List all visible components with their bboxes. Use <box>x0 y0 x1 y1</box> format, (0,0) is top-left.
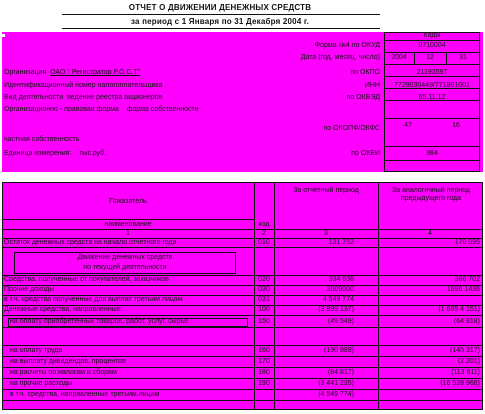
col-num-4: 4 <box>428 230 432 237</box>
table-row-current: (84 817) <box>327 369 354 376</box>
table-row-name: Остаток денежных средств на начало отчетного года <box>4 239 177 246</box>
okud-label: Форма №4 по ОКУД <box>314 42 380 49</box>
col-current: За отчетный период <box>293 187 359 194</box>
table-row-previous: (145 317) <box>450 347 480 354</box>
report-title: ОТЧЕТ О ДВИЖЕНИИ ДЕНЕЖНЫХ СРЕДСТВ <box>128 3 312 12</box>
unit-label: Единица измерения: тыс.руб. <box>4 150 107 157</box>
date-year: 2004 <box>391 54 407 61</box>
table-row-name: в т.ч. средства полученные для выплат третьим лицам <box>4 296 183 303</box>
col-code: код <box>258 221 270 228</box>
table-row-previous: 1696 1436 <box>446 286 480 293</box>
okei-label: по ОКЕИ <box>351 150 380 157</box>
table-row-name: на расчеты по налогам и сборам <box>10 369 117 376</box>
inn-value: 7729030449/771801001 <box>394 82 470 89</box>
table-row-previous: 386 702 <box>454 276 480 283</box>
date-day: 31 <box>459 54 467 61</box>
inn-label: Идентификационный номер налогоплательщика <box>4 82 163 89</box>
okved-label: по ОКВЭД <box>346 94 380 101</box>
table-row-name: на выплату дивидендов, процентов <box>10 358 126 365</box>
table-row-code: 190 <box>258 380 270 387</box>
okpo-value: 21193597 <box>416 69 448 76</box>
table-row-code: 010 <box>258 239 270 246</box>
okpo-label: по ОКПО <box>350 69 380 76</box>
table-row-current: (3 441 235) <box>318 380 354 387</box>
table-row-current: 334 638 <box>328 276 354 283</box>
report-period: за период с 1 Января по 31 Декабря 2004 г. <box>130 17 310 26</box>
table-row-name: на оплату труда <box>10 347 63 354</box>
table-row-current: 3009000 <box>326 286 354 293</box>
table-row-current: (4 549 774) <box>318 391 354 398</box>
table-row-name: на оплату приобретенных товаров, работ, услуг, сырья <box>10 318 188 325</box>
section-heading: Движение денежных средств <box>77 254 173 261</box>
activity-label: Вид деятельности ведение реестра акционеров <box>4 94 163 101</box>
table-row-previous: (1 685 4 151) <box>438 306 480 313</box>
table-row-name: в т.ч. средства, направленные третьим лицам <box>10 391 160 398</box>
okud-value: 0710004 <box>418 42 446 49</box>
col-num-1: 1 <box>126 230 130 237</box>
table-row-code: 160 <box>258 347 270 354</box>
table-row-current: (190 889) <box>324 347 354 354</box>
date-month: 12 <box>426 54 434 61</box>
table-row-previous: (16 528 968) <box>440 380 480 387</box>
table-row-code: 030 <box>258 286 270 293</box>
col-name: наименование <box>104 221 152 228</box>
codes-header: Коды <box>423 32 441 39</box>
okfs-value: 16 <box>452 122 460 129</box>
ownership-value: частная собственность <box>4 136 80 143</box>
table-row-previous: (64 818) <box>453 318 480 325</box>
okopf-label: по ОКОПФ/ОКФС <box>323 125 380 132</box>
table-row-previous: (113 611) <box>451 369 480 376</box>
table-row-name: Прочие доходы <box>4 286 55 293</box>
table-row-name: Средства, полученные от покупателей, заказчиков <box>4 276 169 283</box>
table-row-code: 150 <box>258 318 270 325</box>
col-previous: За аналогичный период предыдущего года <box>392 187 470 202</box>
table-row-previous: (2 201) <box>457 358 480 365</box>
date-label: Дата (год, месяц, число) <box>300 54 380 61</box>
table-row-current: 4 549 774 <box>322 296 354 303</box>
inn-code-label: ИНН <box>364 82 380 89</box>
col-num-3: 3 <box>324 230 328 237</box>
section-subheading: по текущей деятельности <box>83 264 167 271</box>
okopf-value: 47 <box>404 122 412 129</box>
table-row-code: 100 <box>258 306 270 313</box>
table-row-name: на прочие расходы <box>10 380 73 387</box>
table-row-code: 170 <box>258 358 270 365</box>
okei-value: 384 <box>426 150 438 157</box>
table-row-code: 020 <box>258 276 270 283</box>
col-num-2: 2 <box>262 230 266 237</box>
legal-form-label: Организационно - правовая форма форма собственности <box>4 106 199 113</box>
table-row-current: 131 752 <box>328 239 354 246</box>
table-row-current: (3 899 137) <box>318 306 354 313</box>
table-row-code: 031 <box>258 296 270 303</box>
table-row-current: (49 549) <box>327 318 354 325</box>
okved-value: 65.11.12 <box>418 94 446 101</box>
table-row-name: Денежные средства, направленные: <box>4 306 123 313</box>
org-label: Организация ОАО " Регистратор Р.О.С.Т" <box>4 69 141 76</box>
col-indicator: Показатель <box>109 198 147 205</box>
table-row-previous: 170 095 <box>454 239 480 246</box>
table-row-code: 180 <box>258 369 270 376</box>
